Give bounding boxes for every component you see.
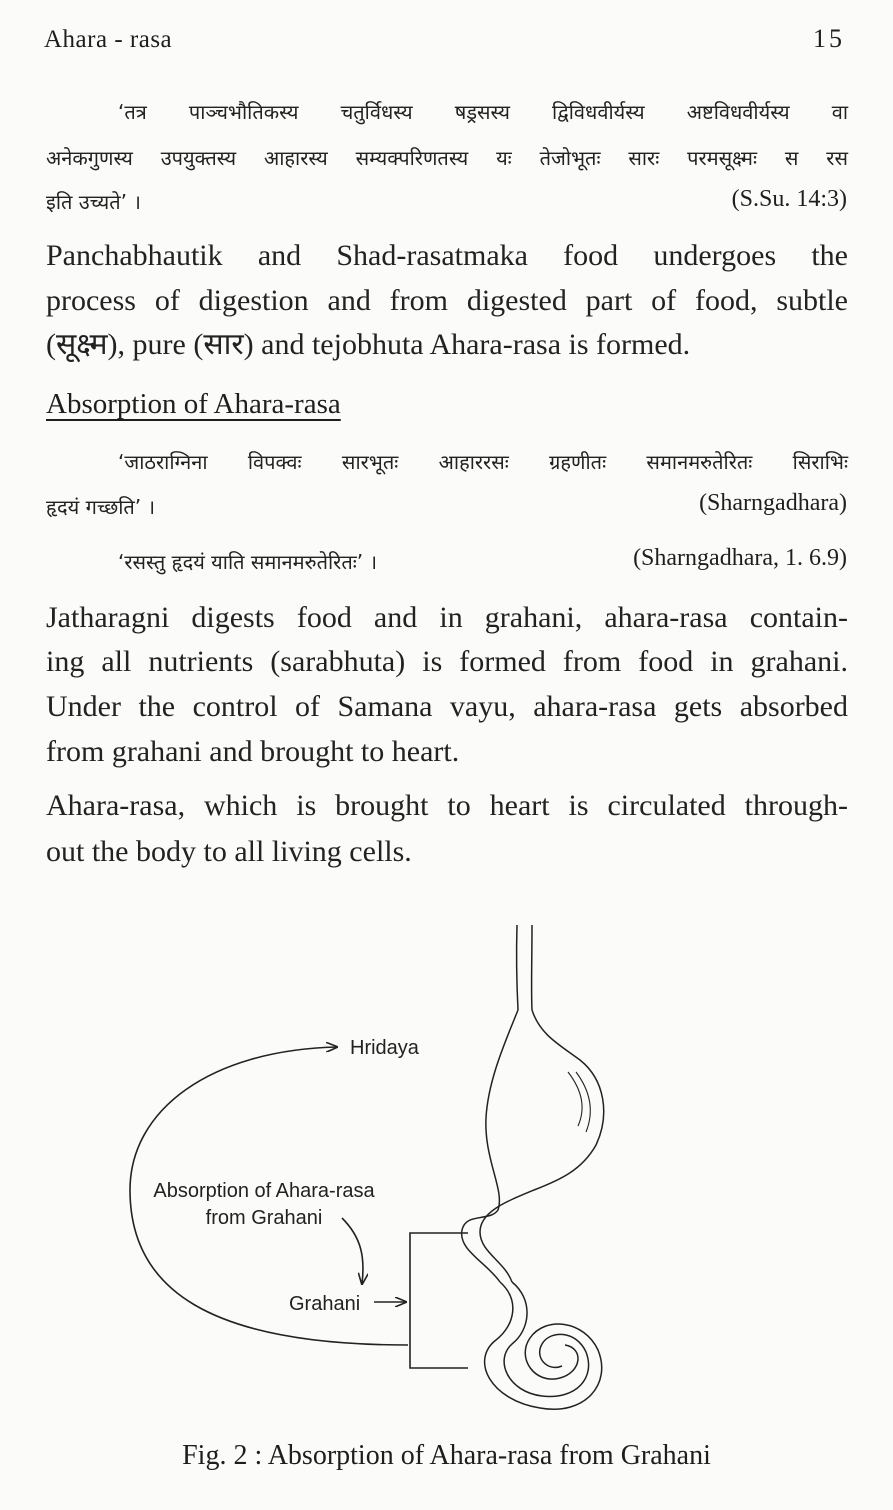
paragraph2-line1: Jatharagni digests food and in grahani, ahara-rasa contain-	[46, 601, 848, 634]
quote2-reference: (Sharngadhara)	[699, 490, 847, 516]
label-hridaya: Hridaya	[350, 1037, 419, 1059]
label-absorption-line2: from Grahani	[205, 1207, 323, 1229]
section-heading: Absorption of Ahara-rasa	[46, 388, 341, 420]
paragraph1-line2: process of digestion and from digested part of food, subtle	[46, 284, 848, 317]
label-grahani: Grahani	[289, 1293, 361, 1315]
paragraph1-line3: (सूक्ष्म), pure (सार) and tejobhuta Ahara-rasa is formed.	[46, 328, 691, 361]
quote1-reference: (S.Su. 14:3)	[731, 186, 847, 212]
paragraph2-line4: from grahani and brought to heart.	[46, 735, 460, 768]
quote3-reference: (Sharngadhara, 1. 6.9)	[633, 545, 847, 571]
paragraph2-line3: Under the control of Samana vayu, ahara-rasa gets absorbed	[46, 690, 848, 723]
figure-caption: Fig. 2 : Absorption of Ahara-rasa from Grahani	[182, 1440, 711, 1471]
intestine-coil	[485, 1282, 602, 1409]
page-number: 15	[813, 24, 845, 53]
quote1-line3: इति उच्यते’ ।	[46, 190, 141, 214]
paragraph3-line1: Ahara-rasa, which is brought to heart is circulated through-	[46, 789, 848, 822]
paragraph2-line2: ing all nutrients (sarabhuta) is formed from food in grahani.	[46, 645, 848, 678]
quote2-line2: हृदयं गच्छति’ ।	[46, 495, 156, 519]
running-title: Ahara - rasa	[44, 26, 173, 53]
esophagus	[517, 925, 518, 1010]
grahani-bracket	[410, 1233, 468, 1368]
absorption-arrow	[342, 1218, 363, 1284]
paragraph1-line1: Panchabhautik and Shad-rasatmaka food undergoes the	[46, 239, 848, 272]
quote2-line1: ‘जाठराग्निना विपक्वः सारभूतः आहाररसः ग्रहणीतः समानमरुतेरितः सिराभिः	[118, 450, 848, 474]
paragraph3-line2: out the body to all living cells.	[46, 835, 412, 868]
quote3-text: ‘रसस्तु हृदयं याति समानमरुतेरितः’ ।	[118, 550, 378, 574]
quote1-line2: अनेकगुणस्य उपयुक्तस्य आहारस्य सम्यक्परिणतस्य यः तेजोभूतः सारः परमसूक्ष्मः स रस	[46, 146, 848, 170]
grahani-absorption-diagram	[0, 900, 893, 1420]
stomach-outline	[462, 1010, 518, 1282]
quote1-line1: ‘तत्र पाञ्चभौतिकस्य चतुर्विधस्य षड्रसस्य द्विविधवीर्यस्य अष्टविधवीर्यस्य वा	[118, 100, 848, 124]
label-absorption-line1: Absorption of Ahara-rasa	[153, 1180, 375, 1202]
